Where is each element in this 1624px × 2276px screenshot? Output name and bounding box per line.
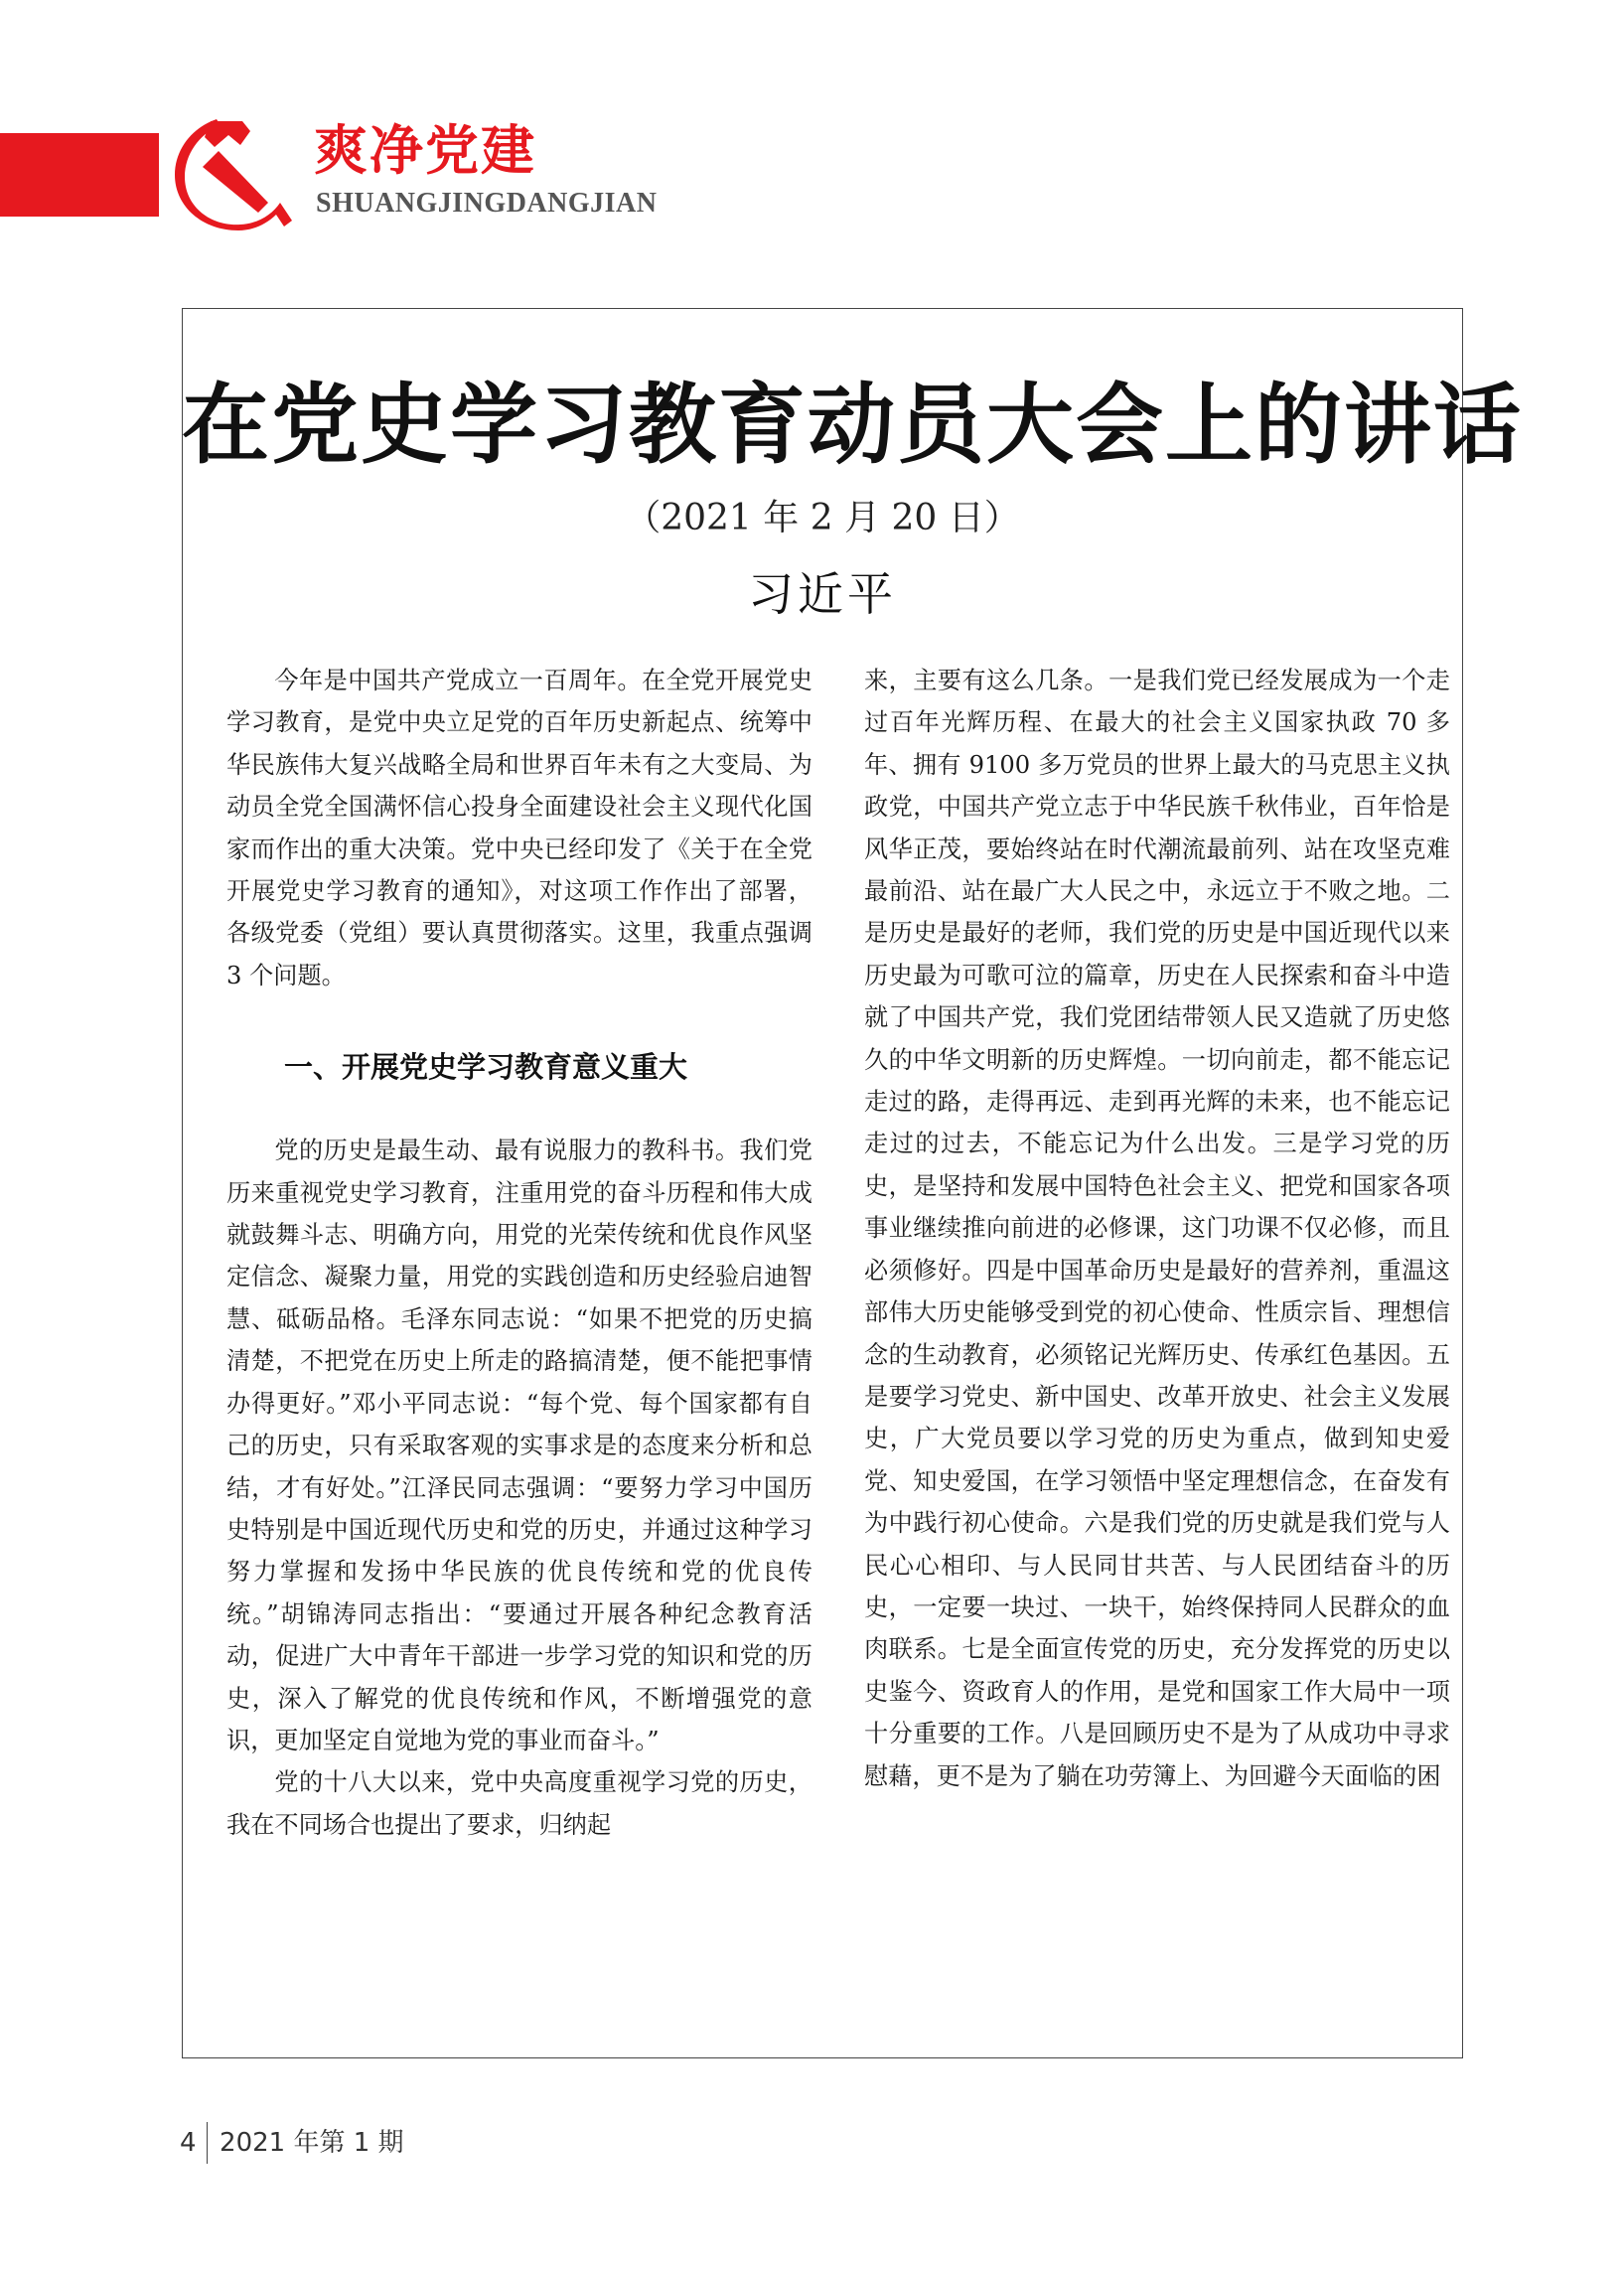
hammer-sickle-icon bbox=[167, 111, 294, 236]
footer-divider bbox=[207, 2122, 209, 2164]
brand-name-cn: 爽净党建 bbox=[314, 119, 536, 182]
issue-label: 2021 年第 1 期 bbox=[220, 2128, 404, 2158]
article-title: 在党史学习教育动员大会上的讲话 bbox=[182, 373, 1524, 476]
brand-name-en: SHUANGJINGDANGJIAN bbox=[316, 188, 658, 219]
article-author: 习近平 bbox=[748, 567, 897, 621]
article-date: （2021 年 2 月 20 日） bbox=[625, 498, 1020, 538]
left-column bbox=[226, 660, 812, 1846]
intro-paragraph: 今年是中国共产党成立一百周年。在全党开展党史学习教育，是党中央立足党的百年历史新起点、统筹中华民族伟大复兴战略全局和世界百年未有之大变局、为动员全党全国满怀信心投身全面建设社会主义现代化国家而作出的重大决策。党中央已经印发了《关于在全党开展党史学习教育的通知》，对这项工作作出了部署，各级党委（党组）要认真贯彻落实。这里，我重点强调 3 个问题。 bbox=[226, 667, 812, 989]
body-paragraph: 党的历史是最生动、最有说服力的教科书。我们党历来重视党史学习教育，注重用党的奋斗历程和伟大成就鼓舞斗志、明确方向，用党的光荣传统和优良作风坚定信念、凝聚力量，用党的实践创造和历史经验启迪智慧、砥砺品格。毛泽东同志说：“如果不把党的历史搞清楚，不把党在历史上所走的路搞清楚，便不能把事情办得更好。”邓小平同志说：“每个党、每个国家都有自己的历史，只有采取客观的实事求是的态度来分析和总结，才有好处。”江泽民同志强调：“要努力学习中国历史特别是中国近现代历史和党的历史，并通过这种学习努力掌握和发扬中华民族的优良传统和党的优良传统。”胡锦涛同志指出：“要通过开展各种纪念教育活动，促进广大中青年干部进一步学习党的知识和党的历史，深入了解党的优良传统和作风，不断增强党的意识，更加坚定自觉地为党的事业而奋斗。” bbox=[226, 1137, 812, 1754]
page-number: 4 bbox=[180, 2128, 197, 2158]
section-heading: 一、开展党史学习教育意义重大 bbox=[284, 1050, 688, 1085]
header-red-bar bbox=[0, 133, 159, 217]
page-footer bbox=[180, 2122, 404, 2164]
right-column bbox=[864, 660, 1450, 1797]
body-paragraph: 来，主要有这么几条。一是我们党已经发展成为一个走过百年光辉历程、在最大的社会主义国家执政 70 多年、拥有 9100 多万党员的世界上最大的马克思主义执政党，中国共产党立志于中华民族千秋伟业，百年恰是风华正茂，要始终站在时代潮流最前列、站在攻坚克难最前沿、站在最广大人民之中，永远立于不败之地。二是历史是最好的老师，我们党的历史是中国近现代以来历史最为可歌可泣的篇章，历史在人民探索和奋斗中造就了中国共产党，我们党团结带领人民又造就了历史悠久的中华文明新的历史辉煌。一切向前走，都不能忘记走过的路，走得再远、走到再光辉的未来，也不能忘记走过的过去，不能忘记为什么出发。三是学习党的历史，是坚持和发展中国特色社会主义、把党和国家各项事业继续推向前进的必修课，这门功课不仅必修，而且必须修好。四是中国革命历史是最好的营养剂，重温这部伟大历史能够受到党的初心使命、性质宗旨、理想信念的生动教育，必须铭记光辉历史、传承红色基因。五是要学习党史、新中国史、改革开放史、社会主义发展史，广大党员要以学习党的历史为重点，做到知史爱党、知史爱国，在学习领悟中坚定理想信念，在奋发有为中践行初心使命。六是我们党的历史就是我们党与人民心心相印、与人民同甘共苦、与人民团结奋斗的历史，一定要一块过、一块干，始终保持同人民群众的血肉联系。七是全面宣传党的历史，充分发挥党的历史以史鉴今、资政育人的作用，是党和国家工作大局中一项十分重要的工作。八是回顾历史不是为了从成功中寻求慰藉，更不是为了躺在功劳簿上、为回避今天面临的困 bbox=[864, 667, 1450, 1790]
body-paragraph: 党的十八大以来，党中央高度重视学习党的历史，我在不同场合也提出了要求，归纳起 bbox=[226, 1768, 812, 1839]
